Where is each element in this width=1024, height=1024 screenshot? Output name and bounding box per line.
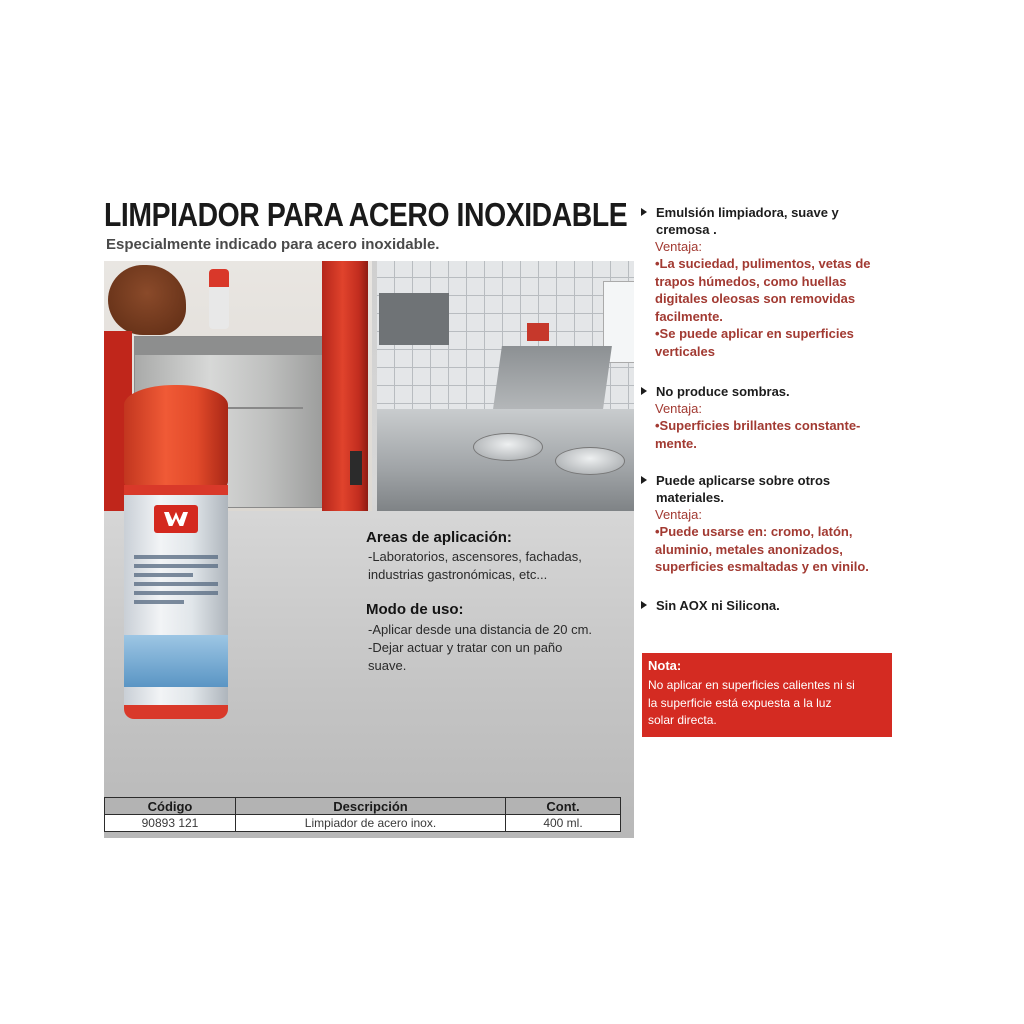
modo-heading: Modo de uso: [366, 601, 464, 618]
areas-heading: Areas de aplicación: [366, 529, 512, 546]
feature-title: Puede aplicarse sobre otros materiales. [656, 472, 910, 506]
feature-item [640, 472, 910, 576]
feature-title: Sin AOX ni Silicona. [656, 597, 910, 614]
product-photo-panel [104, 261, 634, 838]
spray-can-image [124, 385, 228, 719]
table-header-row [105, 798, 621, 815]
feature-item [640, 204, 910, 360]
nota-box [642, 653, 892, 737]
feature-item [640, 383, 910, 452]
modo-line: -Aplicar desde una distancia de 20 cm. [368, 622, 593, 637]
modo-line: suave. [368, 658, 407, 673]
feature-advantage-label: Ventaja: [655, 401, 702, 416]
areas-line: -Laboratorios, ascensores, fachadas, [368, 549, 582, 564]
table-row [105, 815, 621, 832]
nota-title: Nota: [648, 658, 682, 673]
feature-advantage-text: •Puede usarse en: cromo, latón, aluminio, metales anonizados, superficies esmaltadas y en vinilo. [655, 524, 869, 574]
page-subtitle: Especialmente indicado para acero inoxidable. [106, 236, 440, 253]
table-header-codigo: Código [105, 798, 236, 815]
feature-advantage-label: Ventaja: [655, 507, 702, 522]
table-header-descripcion: Descripción [236, 798, 506, 815]
feature-title: Emulsión limpiadora, suave y cremosa . [656, 204, 910, 238]
page-title: LIMPIADOR PARA ACERO INOXIDABLE [104, 196, 628, 233]
feature-item [640, 597, 910, 614]
table-cell-codigo: 90893 121 [105, 815, 236, 832]
brand-logo-icon [154, 505, 198, 533]
photo-industrial-kitchen [377, 261, 634, 511]
feature-advantage-text: •La suciedad, pulimentos, vetas de trapos húmedos, como huellas digitales oleosas son removidas facilmente. •Se puede aplicar en superficies verticales [655, 256, 871, 359]
feature-advantage-text: •Superficies brillantes constante- mente. [655, 418, 861, 451]
areas-line: industrias gastronómicas, etc... [368, 567, 548, 582]
table-cell-cont: 400 ml. [506, 815, 621, 832]
product-spec-table [104, 797, 621, 832]
feature-title: No produce sombras. [656, 383, 910, 400]
feature-advantage-label: Ventaja: [655, 239, 702, 254]
table-header-cont: Cont. [506, 798, 621, 815]
table-cell-descripcion: Limpiador de acero inox. [236, 815, 506, 832]
nota-text: No aplicar en superficies calientes ni si la superficie está expuesta a la luz solar directa. [648, 678, 855, 727]
modo-line: -Dejar actuar y tratar con un paño [368, 640, 563, 655]
